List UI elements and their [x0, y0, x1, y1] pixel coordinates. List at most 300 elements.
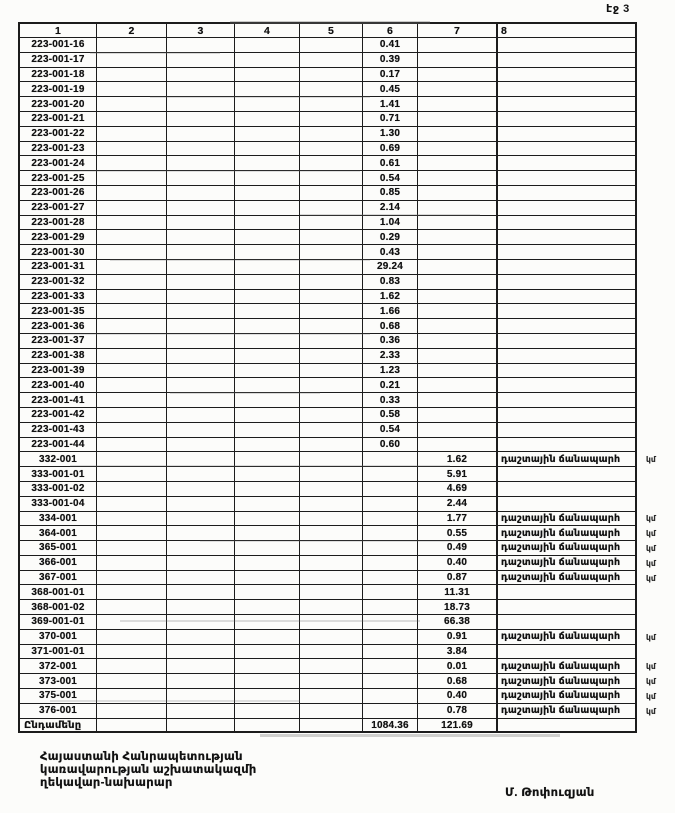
cell-value-7: 66.38	[418, 615, 498, 630]
cell-value-7	[418, 408, 498, 423]
cell-code: 370-001	[18, 630, 97, 645]
cell-value-7	[418, 112, 498, 127]
cell-value-6	[363, 615, 418, 630]
cell-empty	[97, 719, 167, 734]
cell-value-6: 0.60	[363, 438, 418, 453]
cell-empty	[167, 275, 235, 290]
margin-note	[637, 171, 675, 186]
cell-empty	[300, 378, 363, 393]
cell-code: 223-001-17	[18, 53, 97, 68]
cell-value-7	[418, 230, 498, 245]
cell-empty	[167, 438, 235, 453]
cell-empty	[97, 216, 167, 231]
cell-code: 367-001	[18, 571, 97, 586]
cell-code: 333-001-04	[18, 497, 97, 512]
table-row	[18, 142, 675, 157]
margin-note	[637, 719, 675, 734]
cell-empty	[167, 541, 235, 556]
table-row	[18, 38, 675, 53]
cell-value-6: 2.33	[363, 349, 418, 364]
cell-value-6	[363, 600, 418, 615]
cell-empty	[235, 171, 300, 186]
cell-empty	[167, 334, 235, 349]
cell-code: 375-001	[18, 689, 97, 704]
cell-value-6	[363, 526, 418, 541]
cell-value-7	[418, 156, 498, 171]
cell-empty	[97, 467, 167, 482]
table-row	[18, 275, 675, 290]
header-cell: 4	[235, 22, 300, 38]
table-row	[18, 438, 675, 453]
cell-empty	[300, 260, 363, 275]
cell-empty	[167, 245, 235, 260]
cell-code: 223-001-18	[18, 68, 97, 83]
table-row	[18, 290, 675, 305]
cell-empty	[167, 408, 235, 423]
cell-empty	[97, 97, 167, 112]
cell-code: 223-001-29	[18, 230, 97, 245]
cell-description: դաշտային ճանապարհ	[498, 659, 637, 674]
cell-empty	[235, 142, 300, 157]
cell-empty	[235, 423, 300, 438]
cell-code: 369-001-01	[18, 615, 97, 630]
cell-value-6: 0.33	[363, 393, 418, 408]
cell-value-6: 1.66	[363, 304, 418, 319]
cell-description: դաշտային ճանապարհ	[498, 526, 637, 541]
cell-empty	[167, 290, 235, 305]
cell-description: դաշտային ճանապարհ	[498, 556, 637, 571]
cell-empty	[235, 600, 300, 615]
cell-code: 373-001	[18, 674, 97, 689]
cell-value-6: 0.71	[363, 112, 418, 127]
cell-empty	[300, 719, 363, 734]
cell-value-7	[418, 304, 498, 319]
cell-value-6: 1.62	[363, 290, 418, 305]
margin-note: կմ	[646, 632, 656, 642]
margin-note	[637, 97, 675, 112]
cell-value-7	[418, 142, 498, 157]
cell-value-7	[418, 438, 498, 453]
table-row	[18, 171, 675, 186]
cell-value-7: 3.84	[418, 645, 498, 660]
cell-value-7	[418, 378, 498, 393]
cell-value-6	[363, 541, 418, 556]
cell-value-7	[418, 290, 498, 305]
cell-code: 223-001-41	[18, 393, 97, 408]
cell-value-6: 0.17	[363, 68, 418, 83]
footer-line-3: ղեկավար-նախարար	[40, 777, 173, 789]
cell-description	[498, 349, 637, 364]
cell-empty	[235, 53, 300, 68]
margin-note	[637, 364, 675, 379]
cell-value-7: 1.77	[418, 512, 498, 527]
cell-value-7	[418, 53, 498, 68]
cell-value-7: 0.55	[418, 526, 498, 541]
cell-value-7	[418, 364, 498, 379]
cell-empty	[97, 290, 167, 305]
table-row	[18, 186, 675, 201]
cell-code: 223-001-28	[18, 216, 97, 231]
cell-empty	[235, 186, 300, 201]
cell-value-6: 2.14	[363, 201, 418, 216]
header-cell: 2	[97, 22, 167, 38]
table-row	[18, 230, 675, 245]
cell-empty	[235, 275, 300, 290]
cell-value-7	[418, 319, 498, 334]
cell-description	[498, 127, 637, 142]
cell-value-6	[363, 689, 418, 704]
cell-empty	[167, 186, 235, 201]
cell-empty	[97, 53, 167, 68]
table-row	[18, 82, 675, 97]
table-row	[18, 68, 675, 83]
margin-note: կմ	[646, 691, 656, 701]
cell-code: 333-001-02	[18, 482, 97, 497]
cell-value-6	[363, 512, 418, 527]
cell-code: 223-001-25	[18, 171, 97, 186]
cell-empty	[97, 38, 167, 53]
margin-note	[637, 216, 675, 231]
header-cell: 7	[418, 22, 498, 38]
cell-empty	[167, 127, 235, 142]
cell-empty	[300, 127, 363, 142]
cell-description	[498, 245, 637, 260]
cell-value-6	[363, 674, 418, 689]
cell-empty	[300, 526, 363, 541]
cell-code: 223-001-36	[18, 319, 97, 334]
cell-code: 223-001-24	[18, 156, 97, 171]
cell-empty	[97, 393, 167, 408]
cell-empty	[97, 452, 167, 467]
cell-empty	[97, 245, 167, 260]
cell-empty	[167, 304, 235, 319]
cell-empty	[167, 674, 235, 689]
cell-empty	[300, 585, 363, 600]
cell-empty	[300, 615, 363, 630]
cell-value-6: 0.85	[363, 186, 418, 201]
cell-value-6	[363, 659, 418, 674]
cell-value-7: 0.01	[418, 659, 498, 674]
total-value-7: 121.69	[418, 719, 498, 734]
cell-empty	[235, 97, 300, 112]
cell-empty	[167, 171, 235, 186]
cell-empty	[97, 645, 167, 660]
cell-value-6: 0.69	[363, 142, 418, 157]
cell-empty	[235, 452, 300, 467]
cell-description: դաշտային ճանապարհ	[498, 571, 637, 586]
cell-empty	[235, 378, 300, 393]
table-row	[18, 630, 675, 645]
cell-value-7	[418, 349, 498, 364]
cell-empty	[167, 393, 235, 408]
table-row	[18, 319, 675, 334]
cell-empty	[300, 630, 363, 645]
cell-code: 223-001-30	[18, 245, 97, 260]
cell-empty	[300, 438, 363, 453]
cell-empty	[300, 349, 363, 364]
cell-value-6: 0.54	[363, 171, 418, 186]
cell-value-7: 0.91	[418, 630, 498, 645]
cell-value-6	[363, 571, 418, 586]
cell-value-7	[418, 245, 498, 260]
margin-note	[637, 201, 675, 216]
cell-empty	[167, 97, 235, 112]
margin-note	[637, 260, 675, 275]
cell-empty	[167, 704, 235, 719]
cell-code: 223-001-19	[18, 82, 97, 97]
cell-value-6: 1.30	[363, 127, 418, 142]
cell-empty	[167, 201, 235, 216]
cell-empty	[300, 38, 363, 53]
cell-empty	[167, 378, 235, 393]
cell-description	[498, 201, 637, 216]
cell-empty	[300, 275, 363, 290]
cell-description	[498, 497, 637, 512]
cell-empty	[97, 364, 167, 379]
cell-empty	[300, 364, 363, 379]
cell-description	[498, 615, 637, 630]
cell-value-7: 0.87	[418, 571, 498, 586]
margin-note	[637, 245, 675, 260]
cell-code: 223-001-21	[18, 112, 97, 127]
cell-description	[498, 38, 637, 53]
cell-empty	[97, 423, 167, 438]
margin-note	[637, 423, 675, 438]
cell-value-6: 0.83	[363, 275, 418, 290]
cell-empty	[300, 600, 363, 615]
cell-value-7: 0.40	[418, 556, 498, 571]
cell-empty	[235, 512, 300, 527]
margin-note	[637, 438, 675, 453]
cell-description	[498, 171, 637, 186]
cell-empty	[235, 630, 300, 645]
cell-empty	[97, 482, 167, 497]
cell-description	[498, 585, 637, 600]
cell-empty	[97, 127, 167, 142]
margin-note	[637, 393, 675, 408]
cell-description: դաշտային ճանապարհ	[498, 689, 637, 704]
header-cell: 1	[18, 22, 97, 38]
cell-code: 223-001-32	[18, 275, 97, 290]
cell-empty	[97, 659, 167, 674]
cell-empty	[235, 393, 300, 408]
cell-code: 371-001-01	[18, 645, 97, 660]
cell-description	[498, 216, 637, 231]
margin-note	[637, 275, 675, 290]
cell-empty	[97, 319, 167, 334]
cell-empty	[97, 275, 167, 290]
cell-empty	[300, 556, 363, 571]
table-row	[18, 512, 675, 527]
cell-empty	[235, 216, 300, 231]
table-row	[18, 408, 675, 423]
cell-empty	[235, 719, 300, 734]
margin-note: կմ	[646, 706, 656, 716]
cell-empty	[167, 319, 235, 334]
cell-code: 223-001-23	[18, 142, 97, 157]
cell-empty	[300, 201, 363, 216]
cell-empty	[235, 349, 300, 364]
cell-value-7	[418, 82, 498, 97]
cell-empty	[235, 541, 300, 556]
cell-value-6: 0.36	[363, 334, 418, 349]
cell-value-7: 5.91	[418, 467, 498, 482]
cell-empty	[167, 230, 235, 245]
cell-description: դաշտային ճանապարհ	[498, 630, 637, 645]
footer-line-1: Հայաստանի Հանրապետության	[40, 751, 243, 763]
cell-empty	[300, 304, 363, 319]
cell-value-7	[418, 334, 498, 349]
cell-value-6	[363, 645, 418, 660]
cell-description	[498, 68, 637, 83]
cell-value-6: 0.61	[363, 156, 418, 171]
cell-code: 223-001-37	[18, 334, 97, 349]
cell-empty	[300, 334, 363, 349]
cell-value-6	[363, 585, 418, 600]
table-row	[18, 704, 675, 719]
header-cell: 3	[167, 22, 235, 38]
cell-value-7: 4.69	[418, 482, 498, 497]
cell-value-7: 0.40	[418, 689, 498, 704]
cell-empty	[167, 497, 235, 512]
cell-code: 223-001-27	[18, 201, 97, 216]
margin-note	[637, 585, 675, 600]
cell-empty	[167, 585, 235, 600]
margin-note	[637, 142, 675, 157]
margin-note: կմ	[646, 543, 656, 553]
cell-value-6	[363, 467, 418, 482]
table-row	[18, 53, 675, 68]
margin-note	[637, 127, 675, 142]
cell-description	[498, 467, 637, 482]
cell-description	[498, 319, 637, 334]
cell-empty	[167, 68, 235, 83]
cell-empty	[300, 245, 363, 260]
margin-note: կմ	[646, 662, 656, 672]
cell-empty	[300, 97, 363, 112]
cell-empty	[300, 541, 363, 556]
cell-code: 223-001-38	[18, 349, 97, 364]
cell-value-6: 0.21	[363, 378, 418, 393]
cell-empty	[97, 68, 167, 83]
cell-description	[498, 378, 637, 393]
margin-note	[637, 68, 675, 83]
cell-code: 376-001	[18, 704, 97, 719]
cell-description	[498, 408, 637, 423]
cell-description	[498, 53, 637, 68]
cell-empty	[167, 216, 235, 231]
table-row	[18, 526, 675, 541]
signature-name: Մ. Թոփուզյան	[505, 787, 595, 799]
margin-note	[637, 319, 675, 334]
cell-empty	[235, 319, 300, 334]
header-cell: 5	[300, 22, 363, 38]
cell-empty	[97, 674, 167, 689]
cell-empty	[167, 260, 235, 275]
cell-empty	[97, 112, 167, 127]
cell-empty	[97, 142, 167, 157]
table-row	[18, 97, 675, 112]
table-row	[18, 393, 675, 408]
table-row	[18, 585, 675, 600]
table-row	[18, 571, 675, 586]
cell-empty	[167, 112, 235, 127]
cell-empty	[300, 171, 363, 186]
cell-value-6: 0.29	[363, 230, 418, 245]
cell-empty	[300, 674, 363, 689]
cell-value-6: 0.41	[363, 38, 418, 53]
cell-empty	[300, 68, 363, 83]
cell-value-7	[418, 260, 498, 275]
cell-empty	[235, 482, 300, 497]
cell-value-6: 0.68	[363, 319, 418, 334]
table-row	[18, 349, 675, 364]
cell-empty	[97, 615, 167, 630]
cell-empty	[300, 230, 363, 245]
cell-code: 223-001-43	[18, 423, 97, 438]
cell-value-6	[363, 704, 418, 719]
cell-empty	[97, 512, 167, 527]
cell-empty	[235, 674, 300, 689]
table-row	[18, 112, 675, 127]
cell-empty	[235, 364, 300, 379]
margin-note	[637, 378, 675, 393]
cell-value-7	[418, 216, 498, 231]
margin-note: կմ	[646, 529, 656, 539]
total-value-6: 1084.36	[363, 719, 418, 734]
cell-empty	[235, 260, 300, 275]
cell-description	[498, 645, 637, 660]
cell-description	[498, 393, 637, 408]
cell-value-7	[418, 393, 498, 408]
cell-empty	[235, 659, 300, 674]
margin-note: կմ	[646, 514, 656, 524]
cell-empty	[300, 142, 363, 157]
cell-empty	[300, 53, 363, 68]
cell-empty	[300, 704, 363, 719]
margin-note	[637, 230, 675, 245]
table-row	[18, 674, 675, 689]
cell-empty	[300, 290, 363, 305]
cell-description	[498, 186, 637, 201]
cell-empty	[300, 512, 363, 527]
table-row	[18, 556, 675, 571]
cell-empty	[300, 156, 363, 171]
cell-empty	[97, 408, 167, 423]
cell-empty	[498, 719, 637, 734]
cell-value-6: 29.24	[363, 260, 418, 275]
cell-empty	[97, 704, 167, 719]
cell-empty	[300, 216, 363, 231]
cell-value-7	[418, 275, 498, 290]
cell-empty	[97, 156, 167, 171]
cell-description	[498, 364, 637, 379]
table-row	[18, 156, 675, 171]
cell-code: 223-001-35	[18, 304, 97, 319]
cell-empty	[235, 526, 300, 541]
table-row	[18, 659, 675, 674]
cell-description: դաշտային ճանապարհ	[498, 541, 637, 556]
cell-code: 223-001-44	[18, 438, 97, 453]
table-row	[18, 645, 675, 660]
cell-empty	[97, 186, 167, 201]
cell-description	[498, 142, 637, 157]
header-cell: 6	[363, 22, 418, 38]
cell-value-6	[363, 482, 418, 497]
cell-empty	[235, 290, 300, 305]
cell-empty	[97, 438, 167, 453]
cell-empty	[97, 600, 167, 615]
